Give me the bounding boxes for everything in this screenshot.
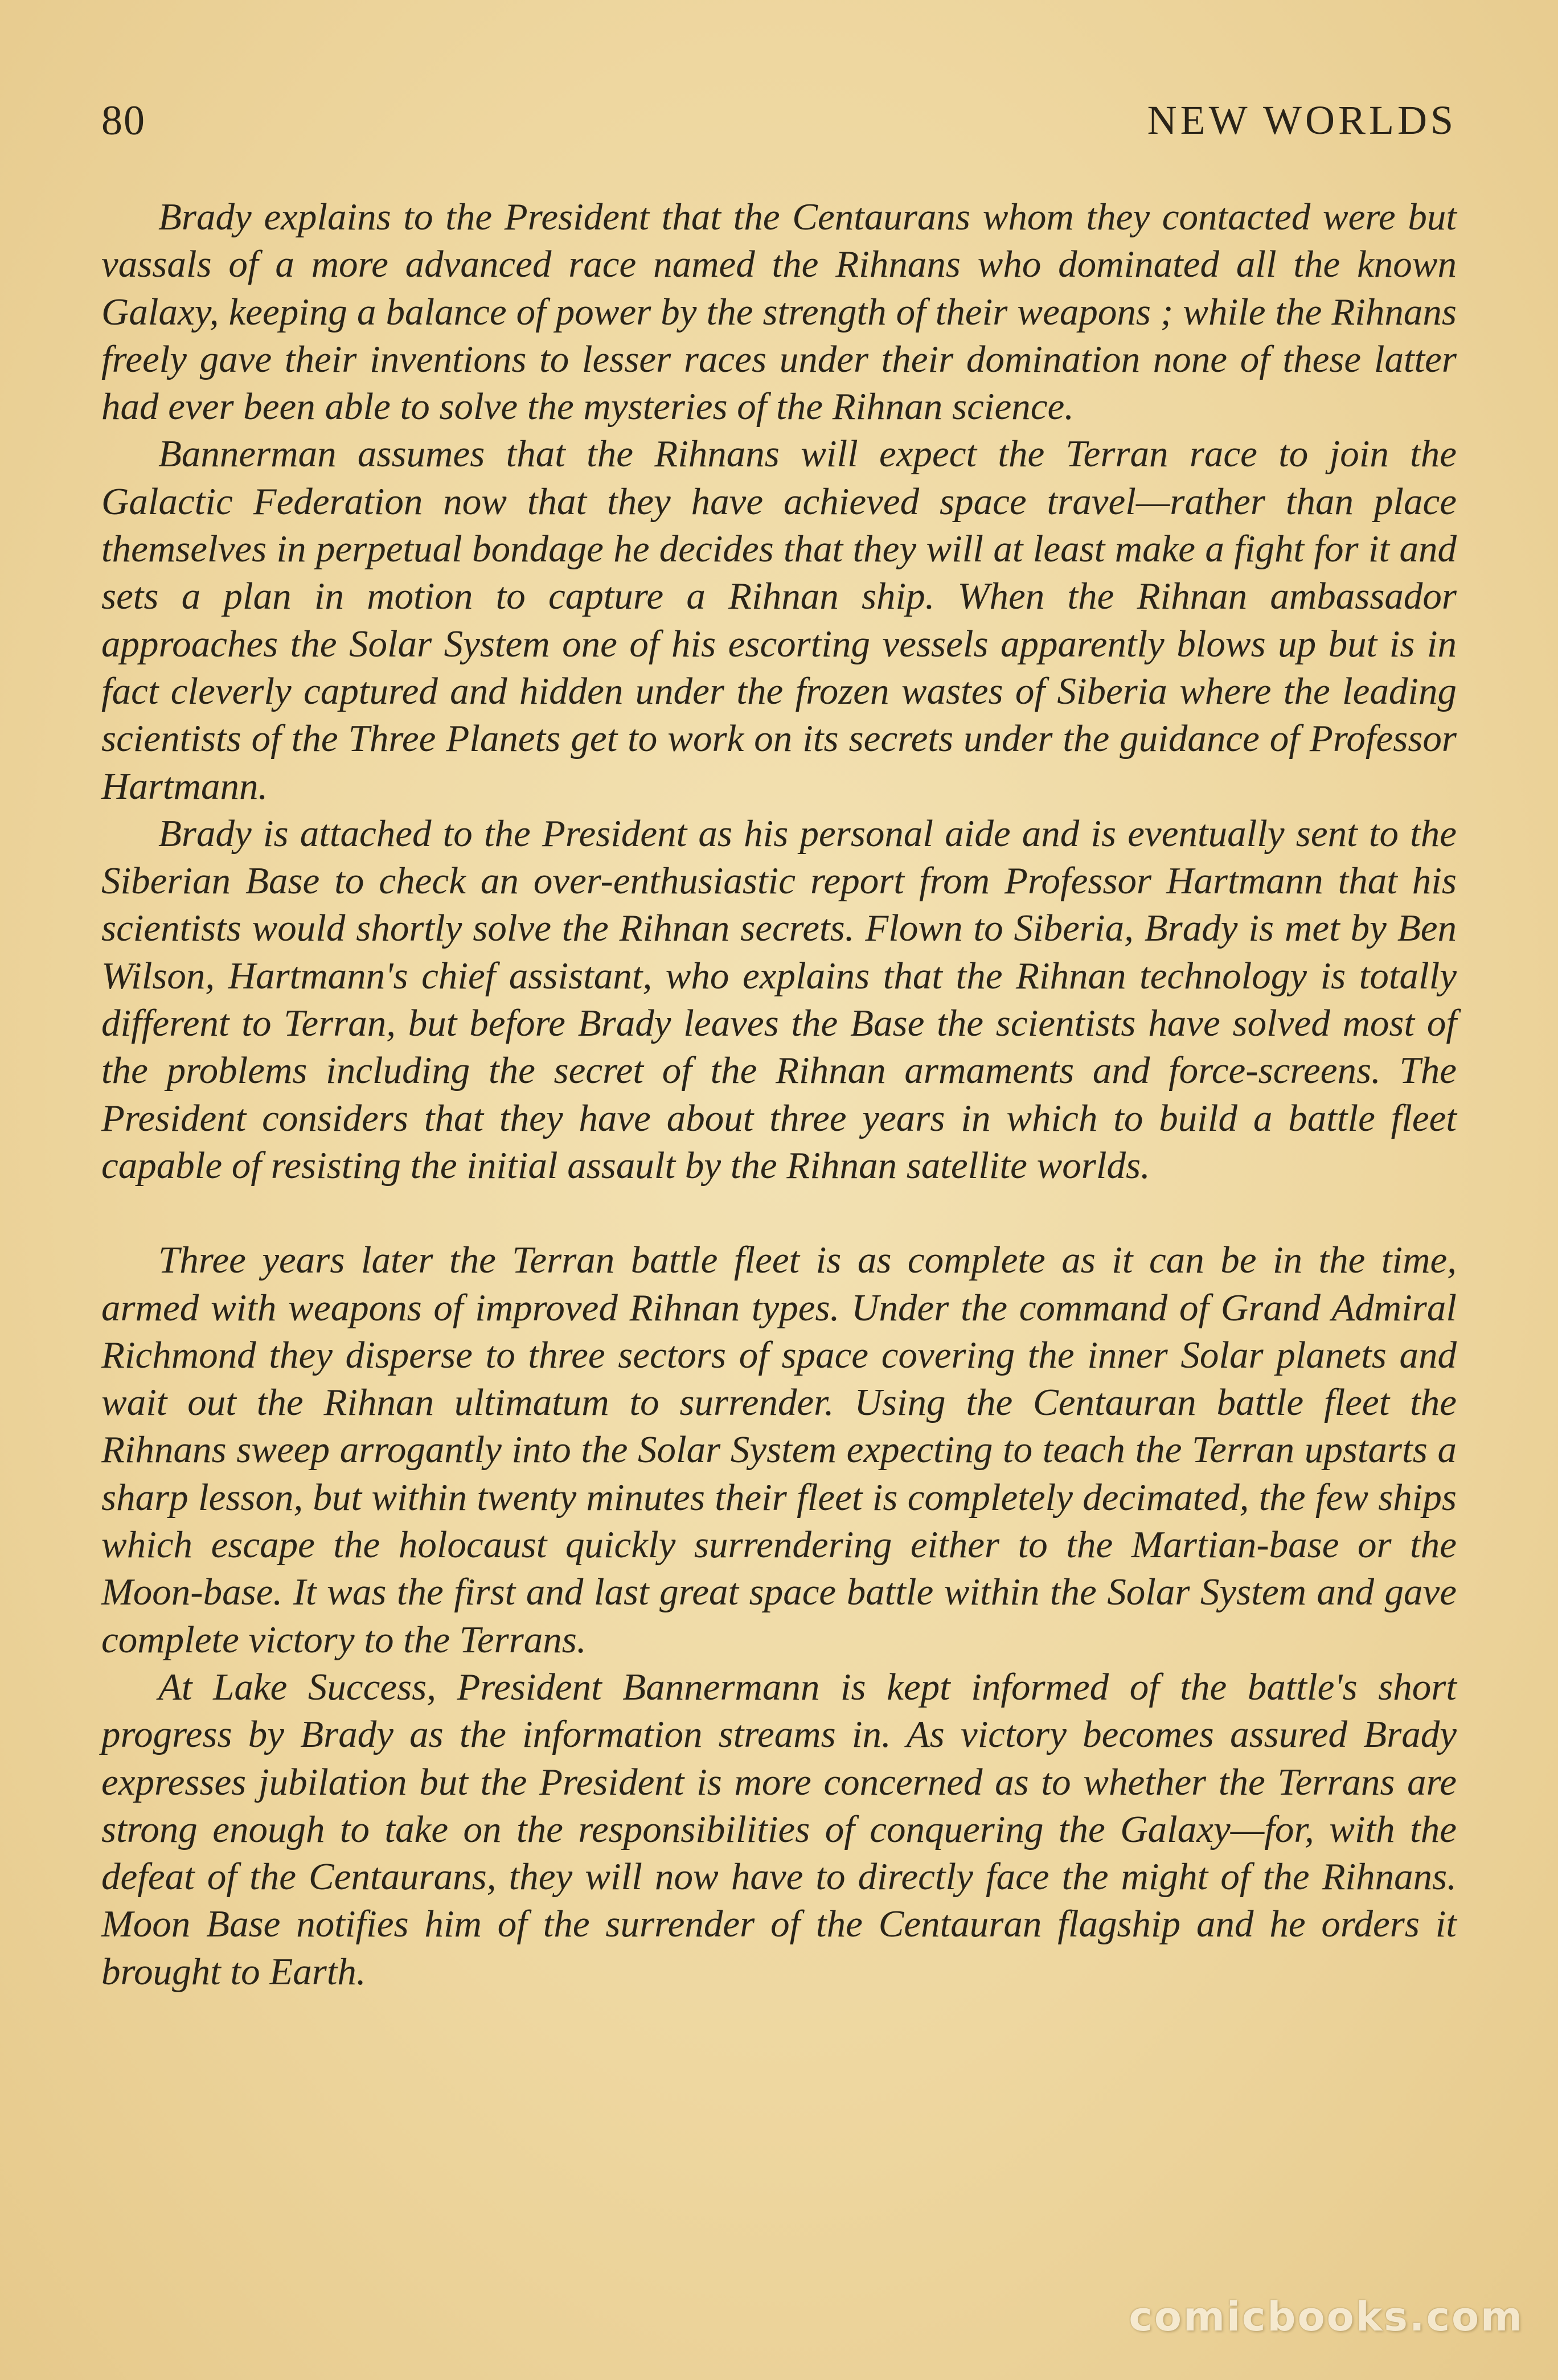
page-number: 80 bbox=[101, 97, 146, 144]
site-watermark: comicbooks.com bbox=[1129, 2293, 1524, 2340]
body-text bbox=[101, 194, 1457, 1996]
paragraph: Three years later the Terran battle fleet is as complete as it can be in the time, armed with weapons of improved Rihnan types. Under the command of Grand Admiral Richmond they disperse to three sectors of space covering the inner Solar planets and wait out the Rihnan ultimatum to surrender. Using the Centauran battle fleet the Rihnans sweep arrogantly into the Solar System expecting to teach the Terran upstarts a sharp lesson, but within twenty minutes their fleet is completely decimated, the few ships which escape the holocaust quickly surrendering either to the Martian-base or the Moon-base. It was the first and last great space battle within the Solar System and gave complete victory to the Terrans. bbox=[101, 1239, 1457, 1661]
paragraph: At Lake Success, President Bannermann is kept informed of the battle's short progress by Brady as the information streams in. As victory becomes assured Brady expresses jubilation but the President is more concerned as to whether the Terrans are strong enough to take on the responsibilities of conquering the Galaxy—for, with the defeat of the Centaurans, they will now have to directly face the might of the Rihnans. Moon Base notifies him of the surrender of the Centauran flagship and he orders it brought to Earth. bbox=[101, 1665, 1457, 1993]
page-header bbox=[101, 97, 1457, 159]
running-head: NEW WORLDS bbox=[1147, 97, 1457, 143]
paragraph: Brady is attached to the President as his personal aide and is eventually sent to the Siberian Base to check an over-enthusiastic report from Professor Hartmann that his scientists would shortly solve the Rihnan secrets. Flown to Siberia, Brady is met by Ben Wilson, Hartmann's chief assistant, who explains that the Rihnan technology is totally different to Terran, but before Brady leaves the Base the scientists have solved most of the problems including the secret of the Rihnan armaments and force-screens. The President considers that they have about three years in which to build a battle fleet capable of resisting the initial assault by the Rihnan satellite worlds. bbox=[101, 812, 1457, 1187]
paragraph: Brady explains to the President that the Centaurans whom they contacted were but vassals of a more advanced race named the Rihnans who dominated all the known Galaxy, keeping a balance of power by the strength of their weapons ; while the Rihnans freely gave their inventions to lesser races under their domination none of these latter had ever been able to solve the mysteries of the Rihnan science. bbox=[101, 196, 1457, 428]
paragraph: Bannerman assumes that the Rihnans will expect the Terran race to join the Galactic Federation now that they have achieved space travel—rather than place themselves in perpetual bondage he decides that they will at least make a fight for it and sets a plan in motion to capture a Rihnan ship. When the Rihnan ambassador approaches the Solar System one of his escorting vessels apparently blows up but is in fact cleverly captured and hidden under the frozen wastes of Siberia where the leading scientists of the Three Planets get to work on its secrets under the guidance of Professor Hartmann. bbox=[101, 433, 1457, 807]
